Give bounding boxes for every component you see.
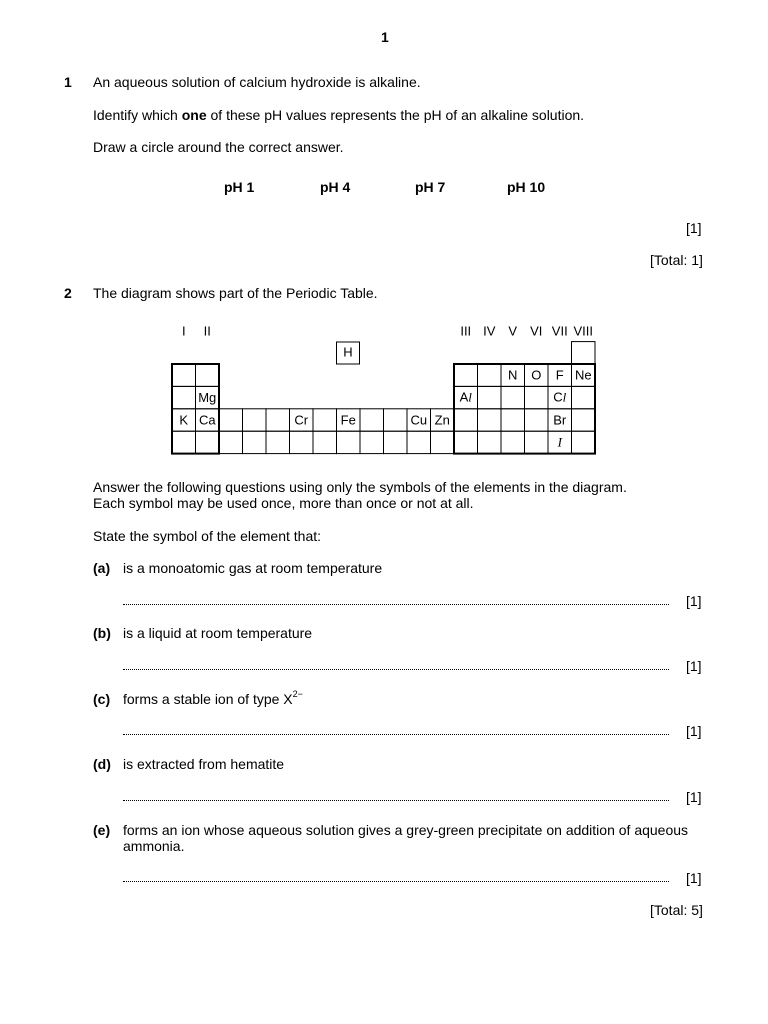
- question-1-total: [Total: 1]: [650, 252, 703, 268]
- group-label: I: [181, 323, 186, 339]
- page-number: 1: [381, 29, 389, 45]
- periodic-table-cell: [243, 431, 267, 453]
- periodic-table-cell: [525, 431, 549, 453]
- periodic-table-cell: [172, 364, 196, 386]
- part-a-mark: [1]: [686, 593, 702, 609]
- periodic-table-cell: [454, 409, 478, 431]
- identify-text-post: of these pH values represents the pH of an alkaline solution.: [206, 107, 585, 123]
- part-d-mark: [1]: [686, 789, 702, 805]
- periodic-table-cell: [454, 364, 478, 386]
- part-e-label: (e): [93, 822, 111, 838]
- element-symbol-h: H: [343, 344, 353, 360]
- periodic-table-cell: [548, 409, 572, 431]
- hydrogen-cell: [337, 342, 360, 364]
- periodic-table-cell: [572, 342, 596, 364]
- periodic-table-grid: [172, 342, 595, 454]
- element-symbol-al: Al: [459, 389, 472, 406]
- element-symbol-br: Br: [553, 412, 567, 428]
- periodic-table-cell: [501, 386, 525, 408]
- periodic-table-cell: [290, 409, 314, 431]
- element-symbol-n: N: [508, 367, 518, 383]
- part-d-label: (d): [93, 756, 111, 772]
- periodic-table-cell: [525, 386, 549, 408]
- element-symbol-ca: Ca: [198, 412, 216, 428]
- question-1-instruction: Draw a circle around the correct answer.: [93, 139, 344, 155]
- question-2-number: 2: [64, 285, 72, 301]
- element-symbol-i: I: [557, 434, 562, 450]
- group-label: IV: [483, 323, 496, 339]
- periodic-table-cell: [196, 409, 220, 431]
- group-label: II: [203, 323, 211, 339]
- periodic-table-cell: [548, 386, 572, 408]
- periodic-table-cell: [454, 431, 478, 453]
- element-symbol-cl: Cl: [553, 389, 567, 406]
- part-a-answer-line[interactable]: [123, 604, 669, 605]
- question-2-instruction-1: Answer the following questions using only the symbols of the elements in the diagram.: [93, 479, 627, 495]
- part-b-mark: [1]: [686, 658, 702, 674]
- periodic-table-cell: [407, 431, 431, 453]
- element-symbol-zn: Zn: [434, 412, 450, 428]
- periodic-table-cell: [525, 409, 549, 431]
- element-symbol-mg: Mg: [198, 390, 217, 406]
- group-label: VII: [551, 323, 568, 339]
- identify-text-pre: Identify which: [93, 107, 182, 123]
- element-symbol-k: K: [179, 412, 189, 428]
- part-e-mark: [1]: [686, 870, 702, 886]
- part-e-text-line-2: ammonia.: [123, 838, 185, 854]
- periodic-table-cell: [337, 409, 361, 431]
- part-c-label: (c): [93, 691, 111, 707]
- periodic-table-cell: [501, 409, 525, 431]
- periodic-table-cell: [501, 431, 525, 453]
- element-symbol-o: O: [531, 367, 542, 383]
- ph-option-1[interactable]: pH 1: [224, 179, 255, 195]
- periodic-table-cell: [572, 431, 596, 453]
- periodic-table-cell: [172, 431, 196, 453]
- part-b-text: is a liquid at room temperature: [123, 625, 313, 641]
- periodic-table-cell: [219, 409, 243, 431]
- periodic-table-cell: [431, 409, 455, 431]
- part-c-superscript: 2−: [292, 689, 303, 699]
- part-e-text-line-1: forms an ion whose aqueous solution gives a grey-green precipitate on addition of aqueous: [123, 822, 689, 838]
- periodic-table-cell: [478, 386, 502, 408]
- part-d-text: is extracted from hematite: [123, 756, 285, 772]
- periodic-table-cell: [454, 386, 478, 408]
- identify-text-bold: one: [181, 107, 207, 123]
- question-1-number: 1: [64, 74, 72, 90]
- part-b-label: (b): [93, 625, 111, 641]
- group-label: III: [460, 323, 472, 339]
- periodic-table-cell: [431, 431, 455, 453]
- part-b-answer-line[interactable]: [123, 669, 669, 670]
- periodic-table-cell: [572, 409, 596, 431]
- periodic-table-cell: [313, 431, 337, 453]
- question-1-identify: [93, 107, 584, 124]
- periodic-table-cell: [407, 409, 431, 431]
- periodic-table-cell: [243, 409, 267, 431]
- periodic-table-cell: [548, 364, 572, 386]
- ph-option-4[interactable]: pH 4: [320, 179, 351, 195]
- periodic-table-cell: [219, 431, 243, 453]
- element-symbol-f: F: [555, 367, 564, 383]
- question-1-mark: [1]: [686, 220, 702, 236]
- periodic-table-cell: [266, 409, 290, 431]
- periodic-table-cell: [478, 364, 502, 386]
- part-a-label: (a): [93, 560, 111, 576]
- part-c-text-main: forms a stable ion of type X: [123, 691, 293, 707]
- periodic-table-cell: [384, 409, 408, 431]
- part-c-mark: [1]: [686, 723, 702, 739]
- periodic-table-cell: [384, 431, 408, 453]
- periodic-table-cell: [313, 409, 337, 431]
- periodic-table-cell: [290, 431, 314, 453]
- question-2-instruction-2: Each symbol may be used once, more than once or not at all.: [93, 495, 474, 511]
- periodic-table-cell: [196, 386, 220, 408]
- part-a-text: is a monoatomic gas at room temperature: [123, 560, 383, 576]
- periodic-table-cell: [360, 409, 384, 431]
- periodic-table-diagram: [0, 0, 768, 470]
- element-symbol-cr: Cr: [294, 412, 309, 428]
- ph-option-7[interactable]: pH 7: [415, 179, 446, 195]
- ph-option-10[interactable]: pH 10: [507, 179, 546, 195]
- part-d-answer-line[interactable]: [123, 800, 669, 801]
- part-c-text: [123, 691, 303, 708]
- periodic-table-cell: [501, 364, 525, 386]
- question-2-stem: The diagram shows part of the Periodic Table.: [93, 285, 378, 301]
- element-symbol-cu: Cu: [410, 412, 428, 428]
- periodic-table-cell: [572, 386, 596, 408]
- periodic-table-cell: [478, 409, 502, 431]
- question-1-stem: An aqueous solution of calcium hydroxide is alkaline.: [93, 74, 421, 90]
- periodic-table-cell: [360, 431, 384, 453]
- part-c-answer-line[interactable]: [123, 734, 669, 735]
- periodic-table-block-borders: [172, 364, 595, 454]
- group-label: VI: [530, 323, 543, 339]
- periodic-table-cell: [172, 409, 196, 431]
- question-2-total: [Total: 5]: [650, 902, 703, 918]
- element-symbol-fe: Fe: [340, 412, 356, 428]
- block-p-outline: [454, 364, 595, 454]
- question-2-state: State the symbol of the element that:: [93, 528, 322, 544]
- periodic-table-cell: [196, 364, 220, 386]
- periodic-table-cell: [196, 431, 220, 453]
- periodic-table-cell: [172, 386, 196, 408]
- element-symbol-ne: Ne: [574, 367, 592, 383]
- group-label: VIII: [573, 323, 594, 339]
- periodic-table-cell: [548, 431, 572, 453]
- periodic-table-cell: [572, 364, 596, 386]
- periodic-table-cell: [478, 431, 502, 453]
- group-label: V: [508, 323, 518, 339]
- periodic-table-cell: [266, 431, 290, 453]
- periodic-table-cell: [337, 431, 361, 453]
- block-s-outline: [172, 364, 219, 454]
- periodic-table-cell: [525, 364, 549, 386]
- part-e-answer-line[interactable]: [123, 881, 669, 882]
